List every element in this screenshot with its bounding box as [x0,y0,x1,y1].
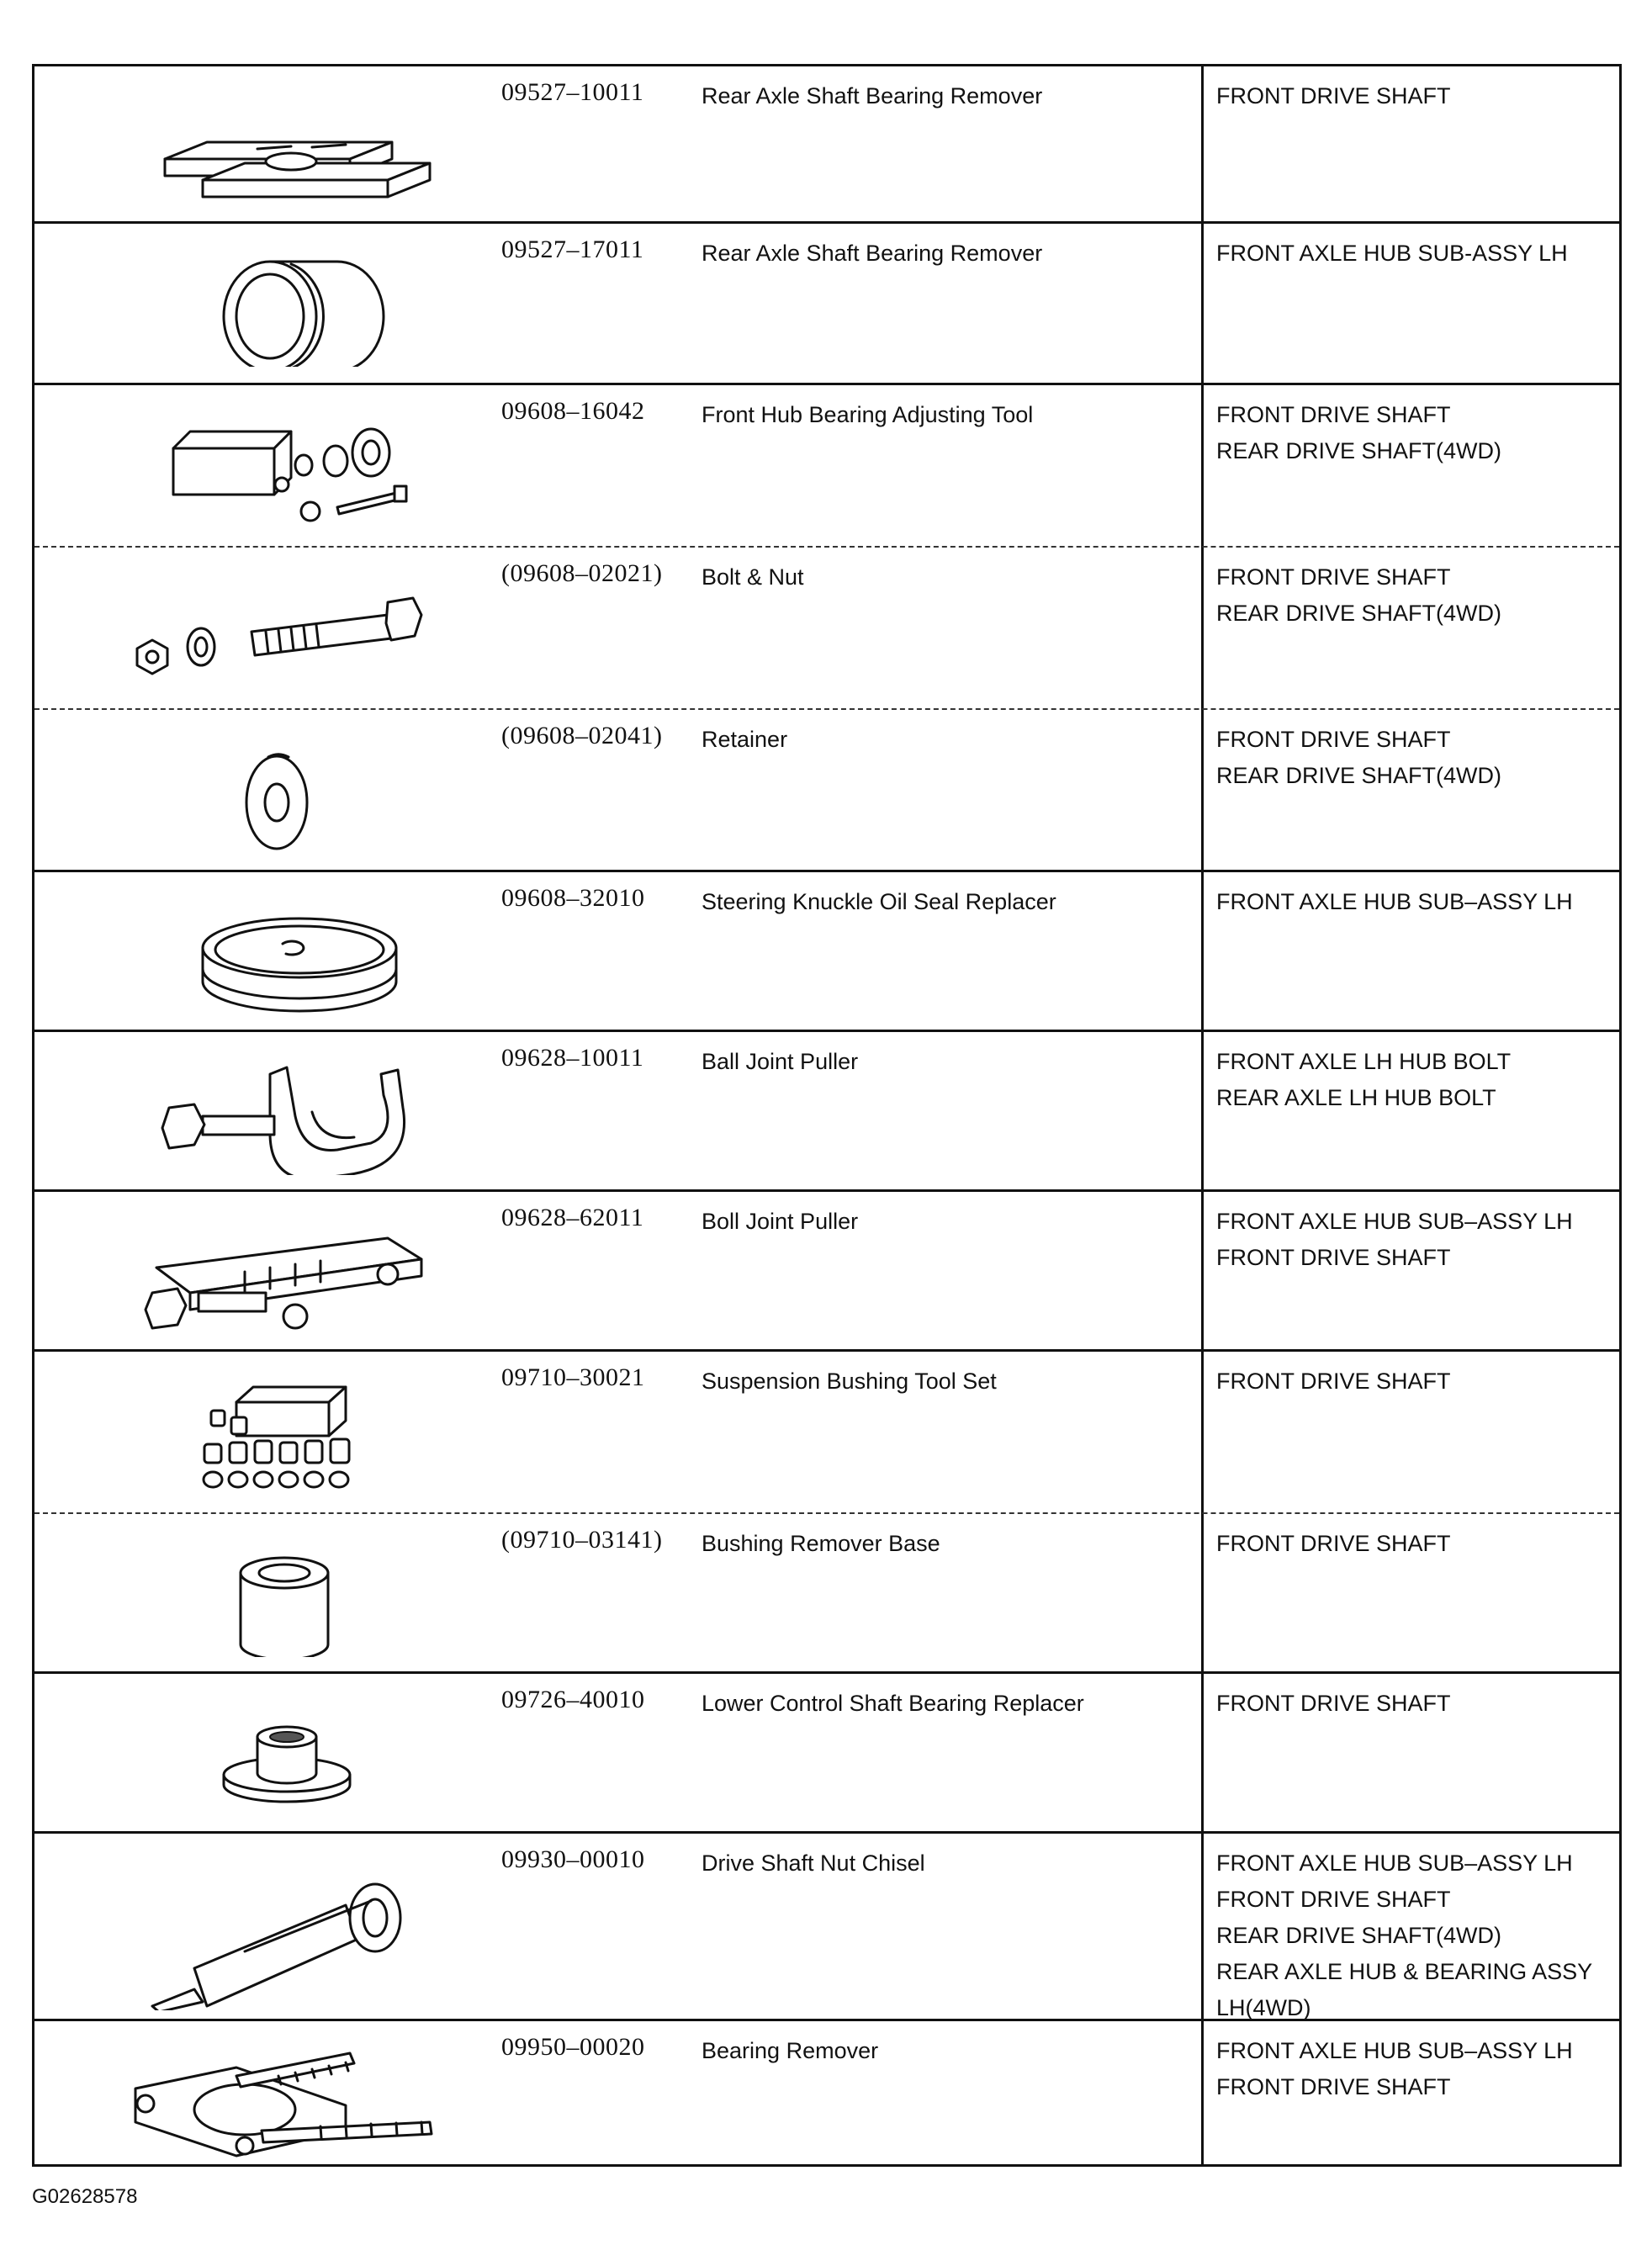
part-number: 09527–10011 [501,78,644,106]
chisel-icon [68,1850,472,2010]
usage-item: FRONT DRIVE SHAFT [1216,1245,1451,1270]
table-row [34,66,1619,224]
part-number: 09628–62011 [501,1204,644,1231]
tool-name: Boll Joint Puller [702,1209,859,1234]
usage-item: FRONT DRIVE SHAFT [1216,1369,1451,1394]
table-row [34,1834,1619,2021]
tool-name: Suspension Bushing Tool Set [702,1369,997,1394]
part-number: 09950–00020 [501,2033,645,2061]
bushing-set-icon [68,1369,472,1495]
tool-name: Steering Knuckle Oil Seal Replacer [702,889,1056,914]
table-row [34,1032,1619,1192]
part-number: 09930–00010 [501,1845,645,1873]
table-row [34,548,1619,710]
part-number: (09608–02021) [501,559,663,587]
usage-item: FRONT AXLE HUB SUB-ASSY LH [1216,241,1568,266]
usage-item: LH(4WD) [1216,1995,1311,2020]
bearing-replacer-icon [68,1691,472,1817]
usage-item: FRONT DRIVE SHAFT [1216,1887,1451,1912]
usage-list [1216,1204,1620,1276]
usage-list [1216,722,1620,794]
table-row [34,385,1619,548]
bushing-base-icon [68,1531,472,1657]
tool-kit-icon [68,402,472,528]
tool-name: Rear Axle Shaft Bearing Remover [702,83,1043,109]
usage-item: FRONT AXLE HUB SUB–ASSY LH [1216,889,1573,914]
usage-item: FRONT DRIVE SHAFT [1216,727,1451,752]
usage-item: FRONT DRIVE SHAFT [1216,2074,1451,2099]
table-row [34,224,1619,385]
usage-list [1216,1044,1620,1116]
seal-replacer-icon [68,889,472,1015]
usage-item: FRONT AXLE HUB SUB–ASSY LH [1216,1850,1573,1876]
part-number: 09710–30021 [501,1363,645,1391]
cylinder-cup-icon [68,241,472,367]
usage-item: FRONT AXLE HUB SUB–ASSY LH [1216,1209,1573,1234]
table-row [34,1674,1619,1834]
table-row [34,1352,1619,1514]
part-number: 09726–40010 [501,1686,645,1713]
usage-item: FRONT DRIVE SHAFT [1216,564,1451,590]
usage-list [1216,884,1620,920]
c-clamp-puller-icon [68,1049,472,1175]
usage-item: REAR AXLE HUB & BEARING ASSY [1216,1959,1593,1984]
usage-item: REAR DRIVE SHAFT(4WD) [1216,1923,1502,1948]
usage-item: FRONT DRIVE SHAFT [1216,83,1451,109]
special-tools-table [32,64,1622,2167]
part-number: 09608–32010 [501,884,645,912]
part-number: 09628–10011 [501,1044,644,1072]
tool-name: Ball Joint Puller [702,1049,859,1074]
bearing-separator-icon [68,2038,472,2164]
usage-item: FRONT AXLE HUB SUB–ASSY LH [1216,2038,1573,2063]
table-row [34,1192,1619,1352]
tool-name: Retainer [702,727,788,752]
table-row [34,1514,1619,1674]
usage-item: FRONT DRIVE SHAFT [1216,1531,1451,1556]
figure-id: G02628578 [32,2185,138,2208]
washer-icon [68,727,472,853]
usage-item: REAR DRIVE SHAFT(4WD) [1216,601,1502,626]
table-row [34,710,1619,872]
usage-list [1216,1363,1620,1400]
usage-item: FRONT AXLE LH HUB BOLT [1216,1049,1512,1074]
usage-item: REAR DRIVE SHAFT(4WD) [1216,438,1502,463]
usage-list [1216,1526,1620,1562]
tool-name: Drive Shaft Nut Chisel [702,1850,925,1876]
part-number: 09527–17011 [501,236,644,263]
usage-item: REAR DRIVE SHAFT(4WD) [1216,763,1502,788]
usage-list [1216,559,1620,632]
tool-name: Lower Control Shaft Bearing Replacer [702,1691,1084,1716]
table-row [34,872,1619,1032]
usage-item: FRONT DRIVE SHAFT [1216,402,1451,427]
table-row [34,2021,1619,2169]
usage-list [1216,78,1620,114]
usage-list [1216,236,1620,272]
part-number: (09608–02041) [501,722,663,749]
tool-name: Rear Axle Shaft Bearing Remover [702,241,1043,266]
bolt-nut-icon [68,564,472,691]
joint-puller-icon [68,1209,472,1335]
usage-list [1216,1686,1620,1722]
tool-name: Bearing Remover [702,2038,879,2063]
tool-name: Bolt & Nut [702,564,804,590]
tool-name: Front Hub Bearing Adjusting Tool [702,402,1034,427]
usage-list [1216,397,1620,469]
usage-item: FRONT DRIVE SHAFT [1216,1691,1451,1716]
usage-list [1216,2033,1620,2105]
usage-item: REAR AXLE LH HUB BOLT [1216,1085,1496,1110]
tool-name: Bushing Remover Base [702,1531,940,1556]
usage-list [1216,1845,1620,2026]
part-number: 09608–16042 [501,397,645,425]
part-number: (09710–03141) [501,1526,663,1554]
split-plate-icon [68,83,472,209]
